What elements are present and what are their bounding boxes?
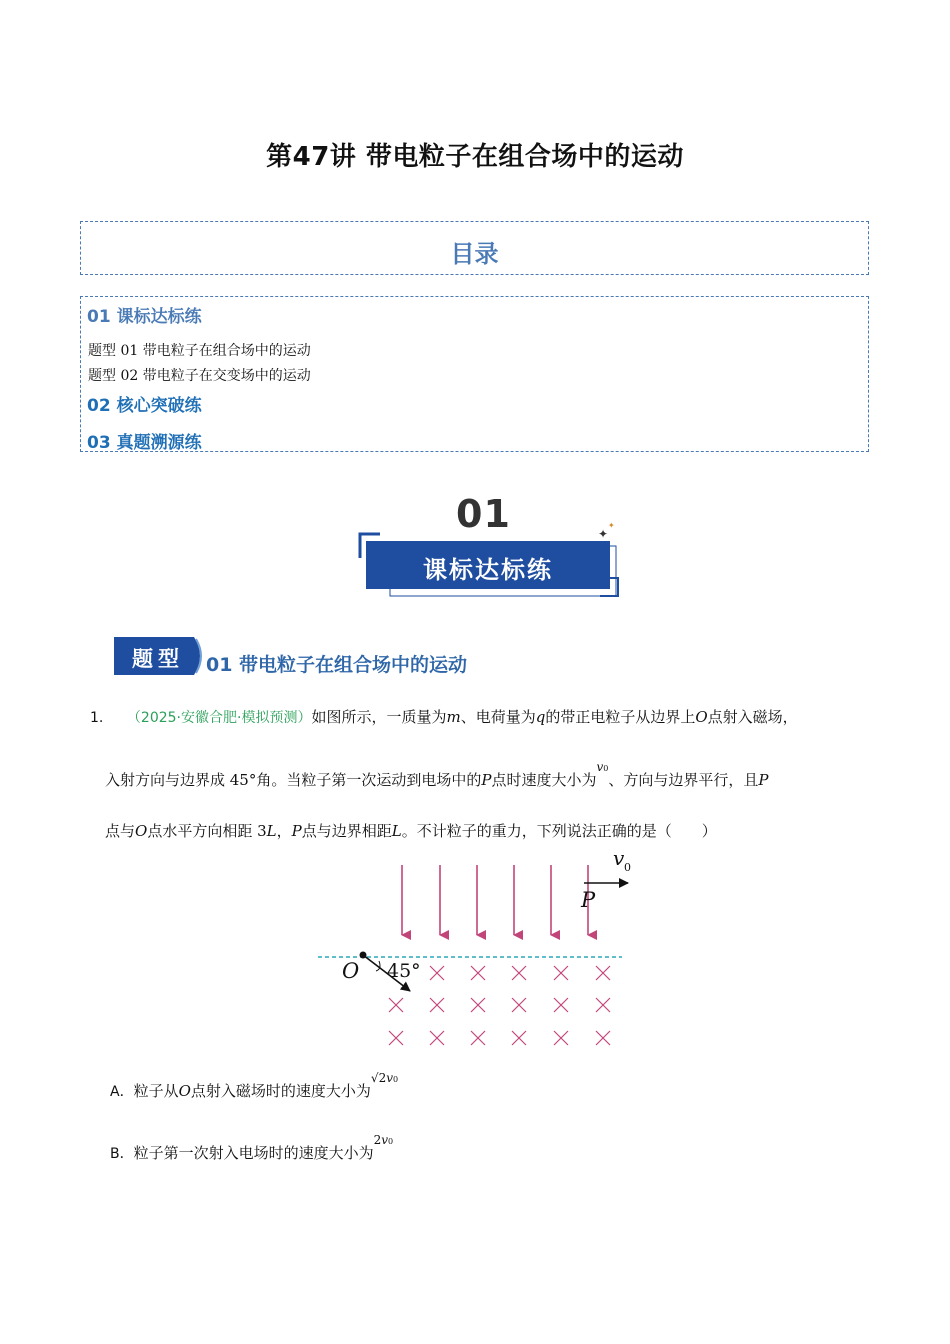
var-q: q bbox=[535, 708, 546, 726]
svg-text:✦: ✦ bbox=[608, 521, 615, 530]
question-line-3 bbox=[105, 820, 717, 841]
svg-text:✦: ✦ bbox=[598, 527, 609, 541]
toc-section-01[interactable]: 01 课标达标练 bbox=[87, 307, 202, 327]
text: 点时速度大小为 bbox=[491, 771, 597, 789]
text: 、方向与边界平行，且 bbox=[608, 771, 759, 789]
label-v0-subscript: 0 bbox=[624, 861, 631, 874]
option-expression: 2v0 bbox=[373, 1133, 394, 1147]
banner-number: 01 bbox=[456, 492, 511, 536]
text: 、电荷量为 bbox=[460, 708, 536, 726]
var-P: P bbox=[481, 771, 492, 789]
option-text: 粒子第一次射入电场时的速度大小为 bbox=[133, 1144, 374, 1162]
option-expression: √2v0 bbox=[370, 1071, 399, 1085]
var-m: m bbox=[446, 708, 461, 726]
banner-label: 课标达标练 bbox=[423, 556, 553, 584]
text: 的带正电粒子从边界上 bbox=[545, 708, 696, 726]
var-P: P bbox=[758, 771, 769, 789]
toc-section-02[interactable]: 02 核心突破练 bbox=[87, 396, 202, 416]
label-angle: 45° bbox=[387, 960, 421, 982]
var-L: L bbox=[391, 822, 402, 840]
question-line-2 bbox=[105, 760, 769, 790]
option-text: 点射入磁场时的速度大小为 bbox=[190, 1082, 371, 1100]
option-A[interactable] bbox=[110, 1071, 399, 1101]
toc-heading: 目录 bbox=[450, 240, 499, 268]
text: 入射方向与边界成 45°角。当粒子第一次运动到电场中的 bbox=[105, 771, 482, 789]
label-O: O bbox=[342, 959, 360, 983]
var-O: O bbox=[135, 822, 148, 840]
text: 点射入磁场， bbox=[707, 708, 798, 726]
toc-subitem-type-01[interactable]: 题型 01 带电粒子在组合场中的运动 bbox=[88, 343, 311, 359]
type-title: 01 带电粒子在组合场中的运动 bbox=[206, 654, 468, 676]
label-P: P bbox=[581, 888, 596, 912]
page-title: 第47讲 带电粒子在组合场中的运动 bbox=[266, 142, 684, 172]
var-O: O bbox=[178, 1082, 191, 1100]
option-letter: A． bbox=[110, 1084, 134, 1100]
text: 点水平方向相距 3 bbox=[147, 822, 267, 840]
option-B[interactable] bbox=[110, 1133, 394, 1163]
toc-section-03[interactable]: 03 真题溯源练 bbox=[87, 433, 202, 453]
var-O: O bbox=[695, 708, 708, 726]
text: ， bbox=[276, 822, 292, 840]
magnetic-field-crosses bbox=[389, 966, 610, 1045]
v0-inline: v0 bbox=[596, 760, 609, 774]
electric-field-lines bbox=[402, 865, 588, 935]
option-letter: B． bbox=[110, 1146, 134, 1162]
text: 如图所示，一质量为 bbox=[311, 708, 447, 726]
question-number: 1. bbox=[90, 710, 104, 726]
physics-figure bbox=[310, 845, 650, 1055]
question-line-1 bbox=[90, 706, 798, 727]
var-P: P bbox=[291, 822, 302, 840]
type-badge-label: 题型 bbox=[132, 646, 184, 671]
text: 。不计粒子的重力，下列说法正确的是（ ） bbox=[401, 822, 717, 840]
toc-subitem-type-02[interactable]: 题型 02 带电粒子在交变场中的运动 bbox=[88, 368, 311, 384]
text: 点与边界相距 bbox=[301, 822, 392, 840]
var-L: L bbox=[266, 822, 277, 840]
text: 点与 bbox=[105, 822, 136, 840]
label-v0: v bbox=[613, 846, 625, 870]
question-source: （2025·安徽合肥·模拟预测） bbox=[126, 710, 312, 726]
option-text: 粒子从 bbox=[133, 1082, 179, 1100]
